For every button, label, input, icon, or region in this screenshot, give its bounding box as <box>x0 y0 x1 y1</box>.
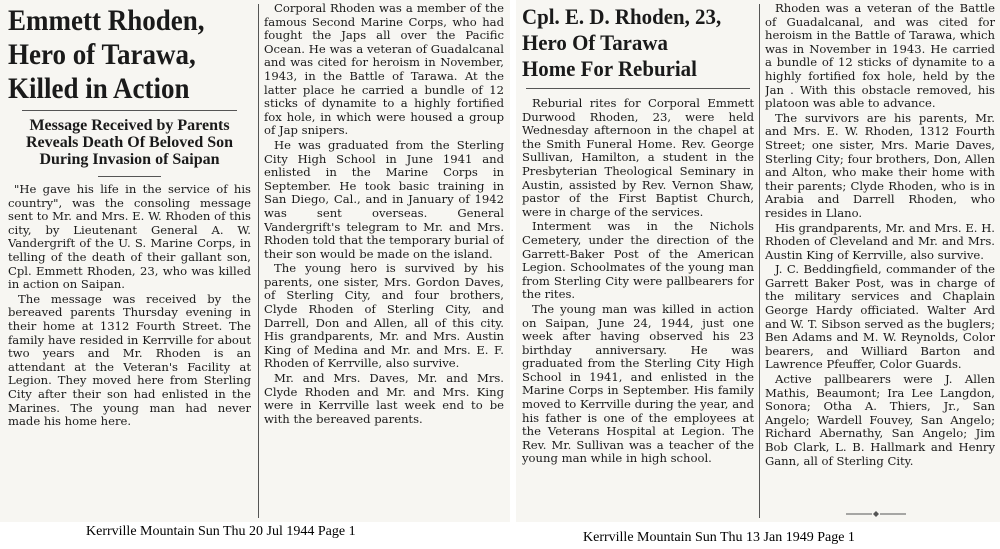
headline-1949-line-3: Home For Reburial <box>522 56 697 81</box>
clipping-1944 <box>0 0 510 522</box>
article-1944-column-2 <box>264 2 504 522</box>
headline-1944-line-3: Killed in Action <box>8 72 190 105</box>
article-1949-column-1 <box>522 0 754 522</box>
paragraph: The survivors are his parents, Mr. and Mrs. E. W. Rhoden, 1312 Fourth Street; one sister, Mrs. Marie Daves, Sterling City; four brothers, Don, Allen and Alton, who make their home with their parents; Clyde Rhoden, who is in Arabia and Darrell Rhoden, who resides in Llano. <box>765 110 995 220</box>
ornament-icon <box>846 510 906 518</box>
paragraph: Rhoden was a veteran of the Battle of Guadalcanal, and was cited for heroism in the Battle of Tarawa, which was in November in 1943. He carried a bundle of 12 sticks of dynamite to a highly fortified fox hole, held by the Jan . With this obstacle removed, his platoon was able to advance. <box>765 2 995 111</box>
headline-1944 <box>8 6 251 104</box>
paragraph: The message was received by the bereaved parents Thursday evening in their home at 1312 Fourth Street. The family have resided in Kerrville for about two years and Mr. Rhoden is an attendant at the Veteran's Facility at Legion. They moved here from Sterling City after their son had enlisted in the Marines. The young man had never made his home here. <box>8 291 251 429</box>
headline-1949-line-1: Cpl. E. D. Rhoden, 23, <box>522 4 722 29</box>
headline-divider-1949 <box>526 88 750 89</box>
end-ornament <box>846 510 906 521</box>
subhead-divider-1944 <box>98 176 161 177</box>
paragraph: His grandparents, Mr. and Mrs. E. H. Rhoden of Cleveland and Mr. and Mrs. Austin King of Kerrville, also survive. <box>765 220 995 262</box>
paragraph: Reburial rites for Corporal Emmett Durwood Rhoden, 23, were held Wednesday afternoon in the chapel at the Smith Funeral Home. Rev. George Sullivan, Hamilton, a student in the Presbyterian Theological Seminary in Austin, assisted by Rev. Vernon Shaw, pastor of the First Baptist Church, were in charge of the services. <box>522 96 754 219</box>
paragraph: Corporal Rhoden was a member of the famous Second Marine Corps, who had fought the Japs all over the Pacific Ocean. He was a veteran of Guadalcanal and was cited for heroism in November, 1943, in the Battle of Tarawa. At the latter place he carried a bundle of 12 sticks of dynamite to a highly fortified fox hole, in which were housed a group of Jap snipers. <box>264 2 504 138</box>
headline-1944-line-2: Hero of Tarawa, <box>8 38 196 71</box>
subheadline-1944: Message Received by Parents Reveals Death Of Beloved Son During Invasion of Saipan <box>25 117 234 168</box>
caption-1944: Kerrville Mountain Sun Thu 20 Jul 1944 Page 1 <box>86 524 356 539</box>
article-1944-column-1 <box>8 0 251 522</box>
clipping-1949 <box>516 0 1000 522</box>
column-rule <box>759 4 760 518</box>
paragraph: The young man was killed in action on Saipan, June 24, 1944, just one week after having observed his 23 birthday anniversary. He was graduated from the Sterling City High School in 1941, and enlisted in the Marine Corps in September. His family moved to Kerrville during the year, and his father is one of the employees at the Veterans Hospital at Legion. The Rev. Mr. Sullivan was a teacher of the young man while in high school. <box>522 301 754 466</box>
paragraph: Interment was in the Nichols Cemetery, under the direction of the Garrett-Baker Post of the American Legion. Schoolmates of the young man from Sterling City were pallbearers for the rites. <box>522 219 754 302</box>
headline-1944-line-1: Emmett Rhoden, <box>8 4 205 37</box>
paragraph: Active pallbearers were J. Allen Mathis, Beaumont; Ira Lee Langdon, Sonora; Otha A. Thiers, Jr., San Angelo; Wardell Fouvey, San Angelo; Richard Abernathy, San Angelo; Jim Bob Clark, L. B. Hallmark and Henry Gann, all of Sterling City. <box>765 372 995 468</box>
caption-1949: Kerrville Mountain Sun Thu 13 Jan 1949 Page 1 <box>583 530 855 545</box>
column-rule <box>258 4 259 518</box>
paragraph: He was graduated from the Sterling City High School in June 1941 and enlisted in the Marine Corps in September. He took basic training in San Diego, Cal., and in January of 1942 was sent overseas. General Vandergrift's telegram to Mr. and Mrs. Rhoden told that the temporary burial of their son would be made on the island. <box>264 137 504 261</box>
article-1949-column-2 <box>765 2 995 514</box>
headline-1949-line-2: Hero Of Tarawa <box>522 30 668 55</box>
paragraph: The young hero is survived by his parents, one sister, Mrs. Gordon Daves, of Sterling City, and four brothers, Clyde Rhoden of Sterling City, and Darrell, Don and Allen, all of this city. His grandparents, Mr. and Mrs. Austin King of Medina and Mr. and Mrs. E. F. Rhoden of Kerrville, also survive. <box>264 261 504 371</box>
paragraph: J. C. Beddingfield, commander of the Garrett Baker Post, was in charge of the military services and Chaplain George Hardy officiated. Walter Ard and W. T. Sibson served as the buglers; Ben Adams and M. W. Reynolds, Color bearers, and Williard Barton and Lawrence Pfeuffer, Color Guards. <box>765 262 995 372</box>
headline-divider-1944 <box>22 110 237 111</box>
headline-1949 <box>522 6 754 80</box>
paragraph: "He gave his life in the service of his country", was the consoling message sent to Mr. and Mrs. E. W. Rhoden of this city, by Lieutenant General A. W. Vandergrift of the U. S. Marine Corps, in telling of the death of their gallant son, Cpl. Emmett Rhoden, 23, who was killed in action on Saipan. <box>8 182 251 292</box>
paragraph: Mr. and Mrs. Daves, Mr. and Mrs. Clyde Rhoden and Mr. and Mrs. King were in Kerrville last week end to be with the bereaved parents. <box>264 371 504 426</box>
